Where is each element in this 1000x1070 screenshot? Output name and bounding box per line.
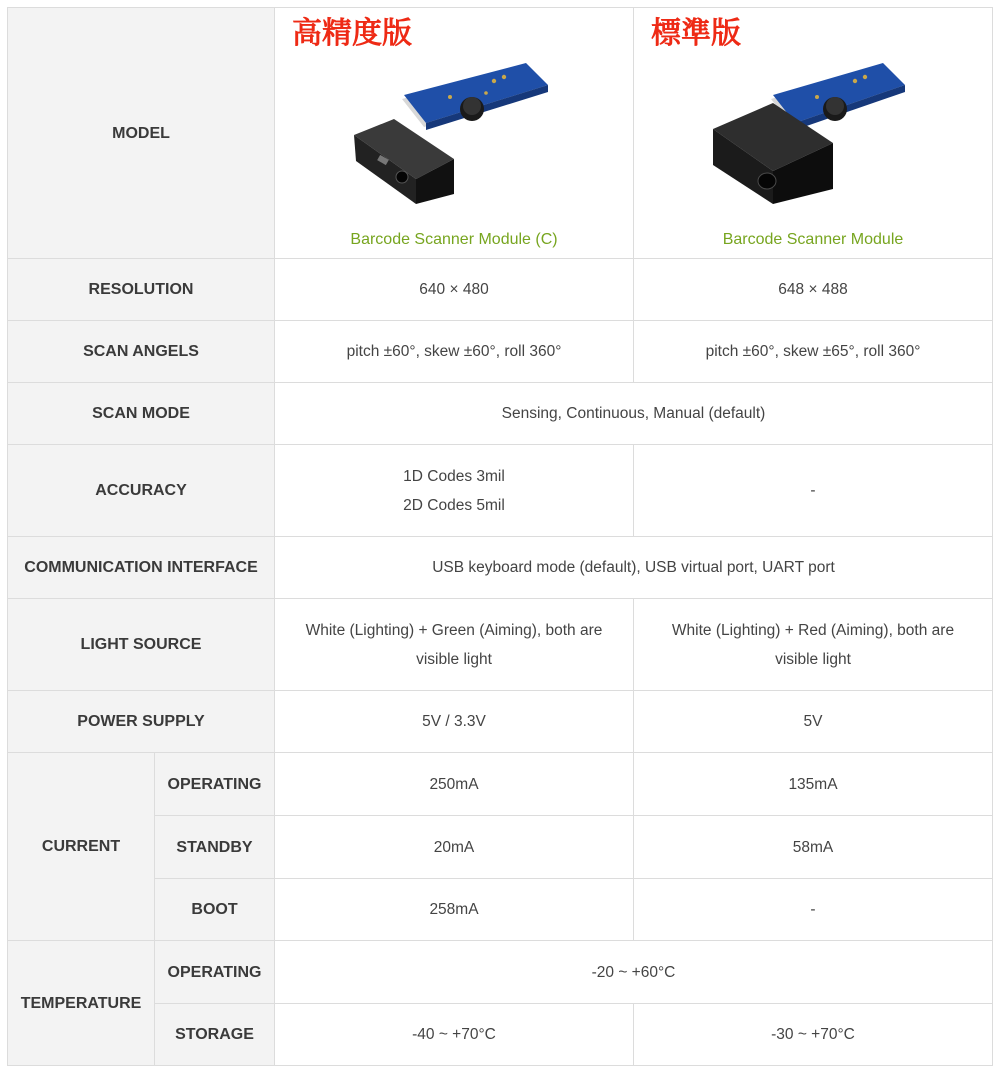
light-source-label: LIGHT SOURCE [8, 599, 275, 691]
scan-angles-c: pitch ±60°, skew ±60°, roll 360° [275, 321, 634, 383]
row-current-operating [8, 753, 993, 816]
temperature-storage-label: STORAGE [155, 1004, 275, 1066]
row-current-boot [8, 879, 993, 941]
communication-value: USB keyboard mode (default), USB virtual port, UART port [275, 537, 993, 599]
current-boot-c: 258mA [275, 879, 634, 941]
current-boot-label: BOOT [155, 879, 275, 941]
accuracy-c-line-2: 2D Codes 5mil [403, 496, 505, 514]
temperature-storage-std: -30 ~ +70°C [634, 1004, 993, 1066]
resolution-c: 640 × 480 [275, 259, 634, 321]
model-label: MODEL [8, 8, 275, 259]
accuracy-c-line-1: 1D Codes 3mil [403, 467, 505, 485]
barcode-scanner-module-photo-icon [713, 59, 913, 204]
model-name-std: Barcode Scanner Module [722, 230, 904, 248]
row-scan-mode [8, 383, 993, 445]
barcode-scanner-module-c-photo-icon [354, 59, 554, 204]
resolution-std: 648 × 488 [634, 259, 993, 321]
light-source-c-line-2: visible light [416, 650, 492, 668]
current-operating-c: 250mA [275, 753, 634, 816]
light-source-std [634, 599, 993, 691]
power-supply-std: 5V [634, 691, 993, 753]
accuracy-std: - [634, 445, 993, 537]
accuracy-c [275, 445, 634, 537]
row-model [8, 8, 993, 259]
scan-angles-std: pitch ±60°, skew ±65°, roll 360° [634, 321, 993, 383]
current-label: CURRENT [8, 753, 155, 941]
power-supply-label: POWER SUPPLY [8, 691, 275, 753]
light-source-c [275, 599, 634, 691]
model-cell-std [634, 8, 993, 259]
model-tag-c: 高精度版 [292, 16, 412, 51]
model-name-c: Barcode Scanner Module (C) [350, 230, 558, 248]
current-standby-label: STANDBY [155, 816, 275, 879]
light-source-std-line-2: visible light [775, 650, 851, 668]
scan-mode-value: Sensing, Continuous, Manual (default) [275, 383, 993, 445]
row-communication [8, 537, 993, 599]
model-tag-std: 標準版 [651, 16, 741, 51]
scan-angles-label: SCAN ANGELS [8, 321, 275, 383]
communication-label: COMMUNICATION INTERFACE [8, 537, 275, 599]
scan-mode-label: SCAN MODE [8, 383, 275, 445]
current-operating-label: OPERATING [155, 753, 275, 816]
model-cell-c [275, 8, 634, 259]
power-supply-c: 5V / 3.3V [275, 691, 634, 753]
row-current-standby [8, 816, 993, 879]
current-standby-std: 58mA [634, 816, 993, 879]
row-scan-angles [8, 321, 993, 383]
temperature-storage-c: -40 ~ +70°C [275, 1004, 634, 1066]
row-power-supply [8, 691, 993, 753]
resolution-label: RESOLUTION [8, 259, 275, 321]
temperature-operating-label: OPERATING [155, 941, 275, 1004]
current-standby-c: 20mA [275, 816, 634, 879]
row-temperature-operating [8, 941, 993, 1004]
current-boot-std: - [634, 879, 993, 941]
current-operating-std: 135mA [634, 753, 993, 816]
spec-table [7, 7, 993, 1066]
row-light-source [8, 599, 993, 691]
temperature-label: TEMPERATURE [8, 941, 155, 1066]
row-temperature-storage [8, 1004, 993, 1066]
light-source-std-line-1: White (Lighting) + Red (Aiming), both are [671, 621, 955, 639]
temperature-operating-value: -20 ~ +60°C [275, 941, 993, 1004]
light-source-c-line-1: White (Lighting) + Green (Aiming), both are [305, 621, 603, 639]
row-accuracy [8, 445, 993, 537]
accuracy-label: ACCURACY [8, 445, 275, 537]
row-resolution [8, 259, 993, 321]
